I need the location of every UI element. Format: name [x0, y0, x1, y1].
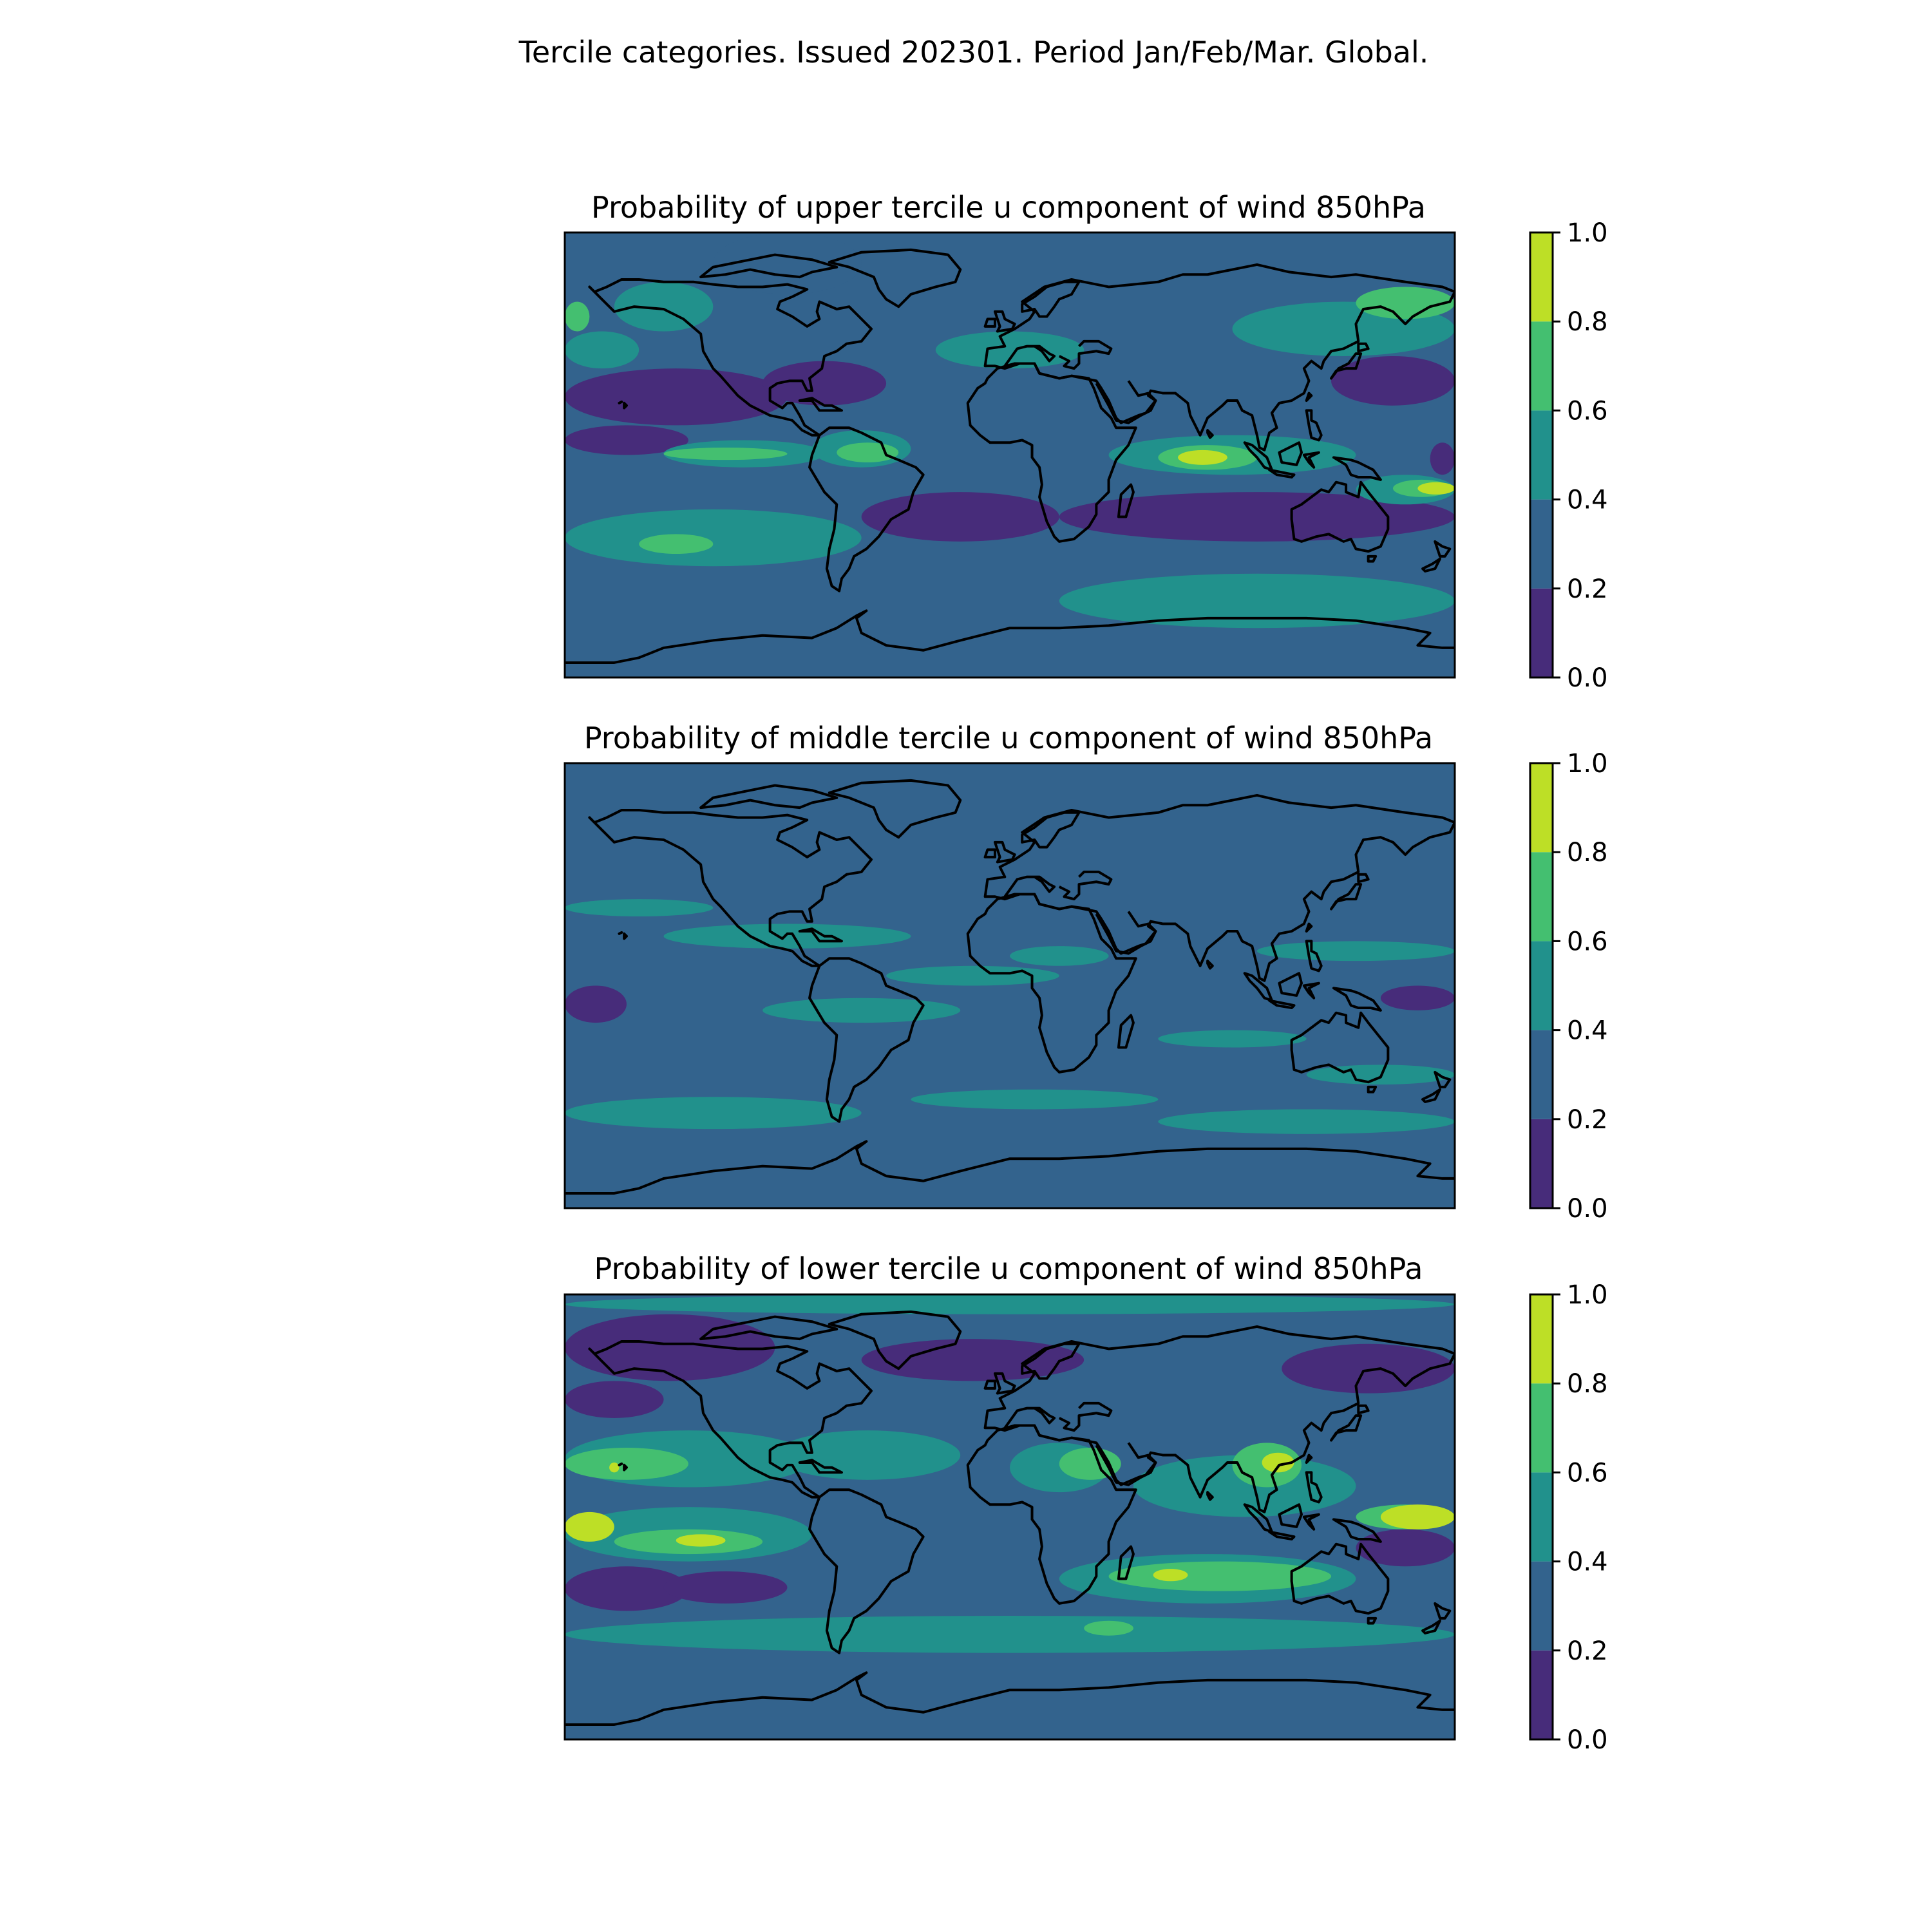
field-region-23: [1109, 1562, 1332, 1591]
field-region-6: [565, 301, 589, 331]
panel-upper-tercile: [565, 190, 1608, 693]
colorbar-tick-label: 0.0: [1567, 1194, 1608, 1224]
field-region-6: [1158, 1109, 1455, 1133]
colorbar-segment-0: [1530, 1119, 1553, 1208]
field-region-26: [565, 1616, 1455, 1653]
field-region-5: [565, 332, 639, 369]
colorbar-tick-label: 0.4: [1567, 1547, 1608, 1577]
field-region-0: [565, 1294, 1455, 1314]
map-upper-tercile: [565, 232, 1455, 677]
colorbar-tick-label: 0.6: [1567, 396, 1608, 426]
colorbar-tick-label: 0.2: [1567, 1636, 1608, 1666]
panel-title-upper-tercile: Probability of upper tercile u component of wind 850hPa: [591, 190, 1426, 225]
field-region-13: [862, 492, 1059, 542]
field-region-21: [1059, 574, 1455, 628]
colorbar-tick-label: 0.6: [1567, 1458, 1608, 1488]
probability-field: [565, 763, 1455, 1208]
colorbar-segment-2: [1530, 410, 1553, 499]
panel-middle-tercile: [565, 721, 1608, 1224]
field-region-14: [664, 1571, 788, 1604]
field-region-7: [609, 1463, 619, 1472]
colorbar-segment-0: [1530, 1651, 1553, 1739]
figure-suptitle: Tercile categories. Issued 202301. Period Jan/Feb/Mar. Global.: [518, 35, 1429, 70]
colorbar-segment-3: [1530, 321, 1553, 410]
field-region-22: [936, 332, 1084, 369]
map-lower-tercile: [565, 1294, 1455, 1739]
colorbar-tick-label: 0.4: [1567, 1016, 1608, 1046]
colorbar-segment-3: [1530, 852, 1553, 941]
field-region-0: [1430, 442, 1455, 475]
colorbar-segment-1: [1530, 1562, 1553, 1651]
field-region-12: [639, 534, 713, 554]
colorbar-segment-1: [1530, 1030, 1553, 1119]
colorbar-tick-label: 1.0: [1567, 749, 1608, 779]
field-region-10: [565, 1512, 614, 1542]
field-region-8: [664, 448, 788, 460]
field-region-4: [565, 1097, 862, 1129]
field-region-11: [565, 899, 713, 916]
field-region-25: [1356, 1530, 1455, 1567]
colorbar-upper-tercile: [1530, 218, 1608, 693]
panel-title-middle-tercile: Probability of middle tercile u component of wind 850hPa: [583, 721, 1434, 755]
colorbar-segment-2: [1530, 1472, 1553, 1561]
map-middle-tercile: [565, 763, 1455, 1208]
field-region-1: [1381, 986, 1455, 1010]
colorbar-segment-1: [1530, 500, 1553, 589]
field-region-12: [1257, 941, 1455, 961]
field-region-9: [1158, 1030, 1306, 1048]
panel-lower-tercile: [565, 1251, 1608, 1755]
field-region-12: [676, 1534, 726, 1546]
field-region-2: [565, 1381, 664, 1418]
colorbar-segment-2: [1530, 941, 1553, 1030]
field-region-21: [1381, 1504, 1455, 1529]
colorbar-segment-4: [1530, 1294, 1553, 1383]
field-region-5: [911, 1090, 1158, 1110]
field-background: [565, 763, 1455, 1208]
colorbar-segment-4: [1530, 763, 1553, 852]
colorbar-segment-0: [1530, 589, 1553, 677]
colorbar-segment-4: [1530, 232, 1553, 321]
panel-title-lower-tercile: Probability of lower tercile u component of wind 850hPa: [594, 1251, 1423, 1286]
field-region-24: [1153, 1569, 1188, 1581]
colorbar-lower-tercile: [1530, 1280, 1608, 1755]
colorbar-tick-label: 0.2: [1567, 1104, 1608, 1135]
colorbar-tick-label: 0.4: [1567, 485, 1608, 515]
field-region-27: [1084, 1621, 1133, 1636]
field-region-1: [565, 368, 788, 425]
colorbar-tick-label: 0.8: [1567, 838, 1608, 868]
colorbar-tick-label: 0.2: [1567, 574, 1608, 604]
field-region-0: [565, 986, 627, 1023]
field-region-17: [1178, 450, 1227, 465]
colorbar-tick-label: 0.8: [1567, 307, 1608, 337]
field-region-11: [565, 509, 862, 566]
colorbar-middle-tercile: [1530, 749, 1608, 1224]
field-region-3: [762, 998, 960, 1023]
colorbar-tick-label: 1.0: [1567, 1280, 1608, 1310]
field-region-20: [1417, 482, 1455, 495]
probability-field: [565, 232, 1455, 677]
probability-field: [565, 1294, 1455, 1739]
colorbar-tick-label: 0.6: [1567, 927, 1608, 957]
field-region-2: [664, 924, 911, 949]
colorbar-tick-label: 0.0: [1567, 663, 1608, 693]
field-region-10: [837, 442, 898, 462]
colorbar-tick-label: 1.0: [1567, 218, 1608, 248]
colorbar-tick-label: 0.0: [1567, 1725, 1608, 1755]
field-region-8: [1010, 946, 1109, 966]
colorbar-segment-3: [1530, 1383, 1553, 1472]
field-region-6: [565, 1448, 688, 1480]
colorbar-tick-label: 0.8: [1567, 1369, 1608, 1399]
field-region-8: [775, 1430, 960, 1480]
